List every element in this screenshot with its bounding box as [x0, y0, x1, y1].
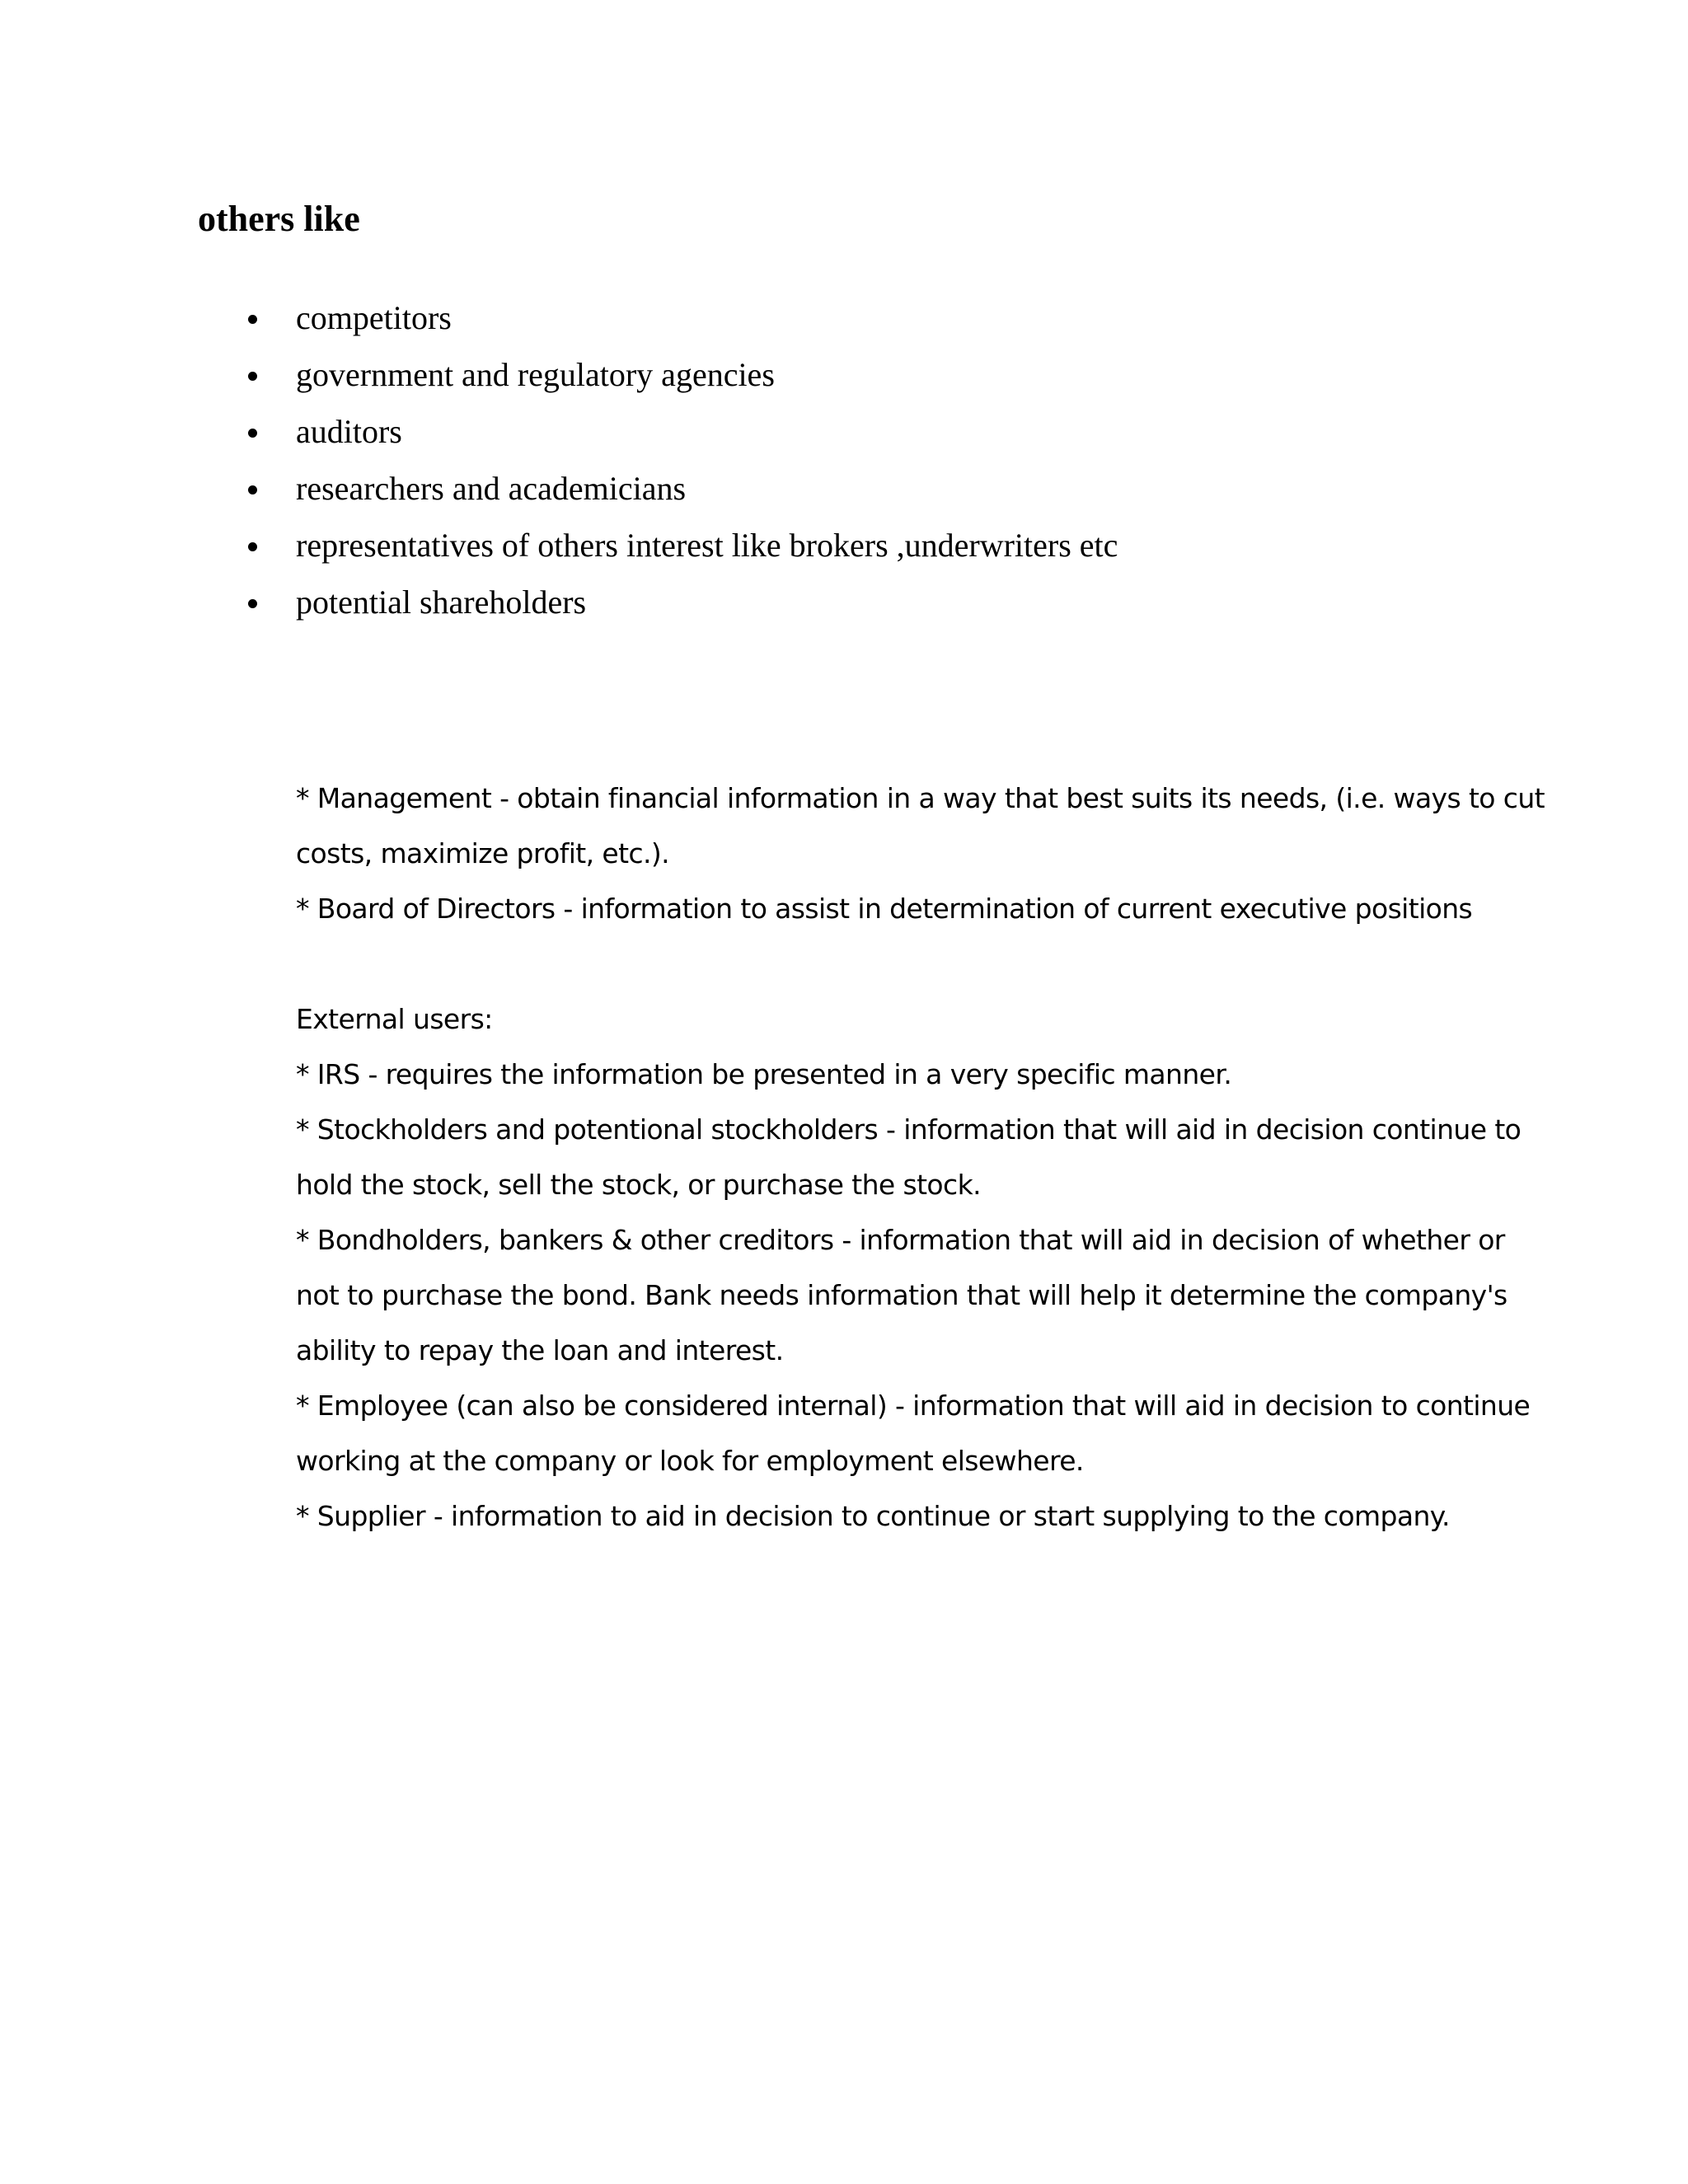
text-line: ability to repay the loan and interest. — [296, 1334, 784, 1366]
text-line: External users: — [296, 1003, 493, 1035]
bullet-icon — [248, 429, 257, 438]
bullet-item — [198, 580, 1118, 637]
text-line: * Employee (can also be considered internal) - information that will aid in decision to continue — [296, 1390, 1531, 1422]
bullet-text: potential shareholders — [296, 583, 587, 621]
bullet-text: representatives of others interest like brokers ,underwriters etc — [296, 527, 1118, 564]
text-line: working at the company or look for employment elsewhere. — [296, 1445, 1084, 1477]
text-line: * Supplier - information to aid in decision to continue or start supplying to the company. — [296, 1500, 1450, 1532]
text-line: * Board of Directors - information to assist in determination of current executive positions — [296, 893, 1473, 925]
text-line: * Stockholders and potentional stockholders - information that will aid in decision continue to — [296, 1113, 1522, 1146]
text-line: * IRS - requires the information be presented in a very specific manner. — [296, 1058, 1232, 1090]
bullet-icon — [248, 372, 257, 381]
users-description — [296, 771, 1545, 1544]
bullet-item — [198, 410, 1118, 466]
bullet-icon — [248, 599, 257, 608]
bullet-text: competitors — [296, 299, 452, 336]
bullet-item — [198, 353, 1118, 410]
text-line: not to purchase the bond. Bank needs information that will help it determine the company's — [296, 1279, 1507, 1311]
bullet-icon — [248, 315, 257, 324]
text-line: hold the stock, sell the stock, or purchase the stock. — [296, 1169, 981, 1201]
bullet-icon — [248, 485, 257, 494]
bullet-text: government and regulatory agencies — [296, 356, 775, 393]
bullet-text: researchers and academicians — [296, 470, 687, 507]
blank-line — [296, 936, 1483, 991]
bullet-item — [198, 523, 1118, 580]
text-line: * Management - obtain financial information in a way that best suits its needs, (i.e. ways to cut — [296, 782, 1545, 814]
section-heading: others like — [198, 199, 360, 239]
bullet-text: auditors — [296, 413, 402, 450]
text-line: * Bondholders, bankers & other creditors - information that will aid in decision of whether or — [296, 1224, 1505, 1256]
bullet-item — [198, 296, 1118, 353]
bullet-icon — [248, 542, 257, 551]
text-line: costs, maximize profit, etc.). — [296, 837, 670, 869]
bullet-list — [198, 296, 1118, 637]
bullet-item — [198, 466, 1118, 523]
